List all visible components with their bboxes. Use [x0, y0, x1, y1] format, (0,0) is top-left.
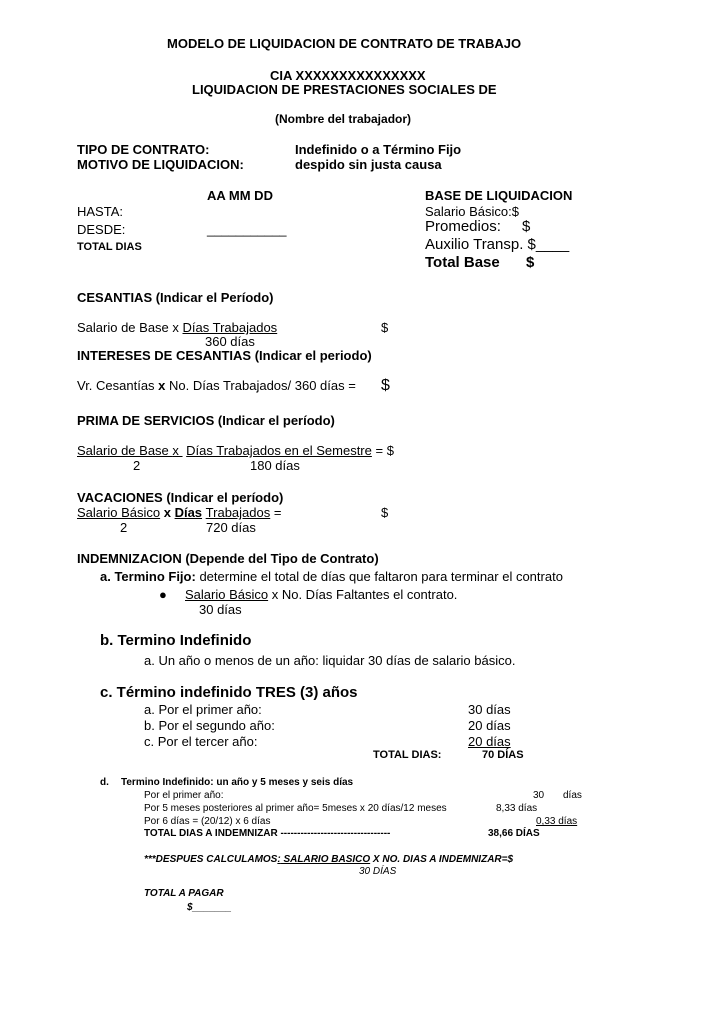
desde-label: DESDE: — [77, 222, 126, 237]
worker-name-placeholder: (Nombre del trabajador) — [275, 112, 412, 126]
vacaciones-dollar: $ — [381, 505, 389, 520]
contract-type-label: TIPO DE CONTRATO: — [77, 142, 210, 157]
indemnizacion-title: INDEMNIZACION (Depende del Tipo de Contrato) — [77, 551, 379, 566]
calc-part-2: : — [277, 854, 281, 865]
calc-part-3: SALARIO BASICO — [280, 854, 371, 865]
total-pagar-blank: $_______ — [187, 902, 232, 913]
d-row-2-label: Por 5 meses posteriores al primer año= 5meses x 20 días/12 meses — [144, 803, 447, 814]
indemnizacion-a — [100, 569, 563, 584]
calc-denominator: 30 DÍAS — [359, 866, 397, 877]
vacaciones-title: VACACIONES (Indicar el período) — [77, 490, 284, 505]
vacaciones-den2: 720 días — [206, 520, 256, 535]
indemnizacion-a-formula — [185, 587, 457, 602]
c-row-1-value: 30 días — [468, 702, 511, 717]
c-total-value: 70 DÍAS — [482, 749, 524, 761]
total-pagar-label: TOTAL A PAGAR — [144, 888, 224, 899]
vacaciones-x: x — [160, 505, 175, 520]
cesantias-prefix: Salario de Base x — [77, 320, 183, 335]
promedios-field: Promedios: — [425, 218, 501, 235]
d-row-1-value: 30 — [533, 790, 545, 801]
promedios-dollar: $ — [522, 218, 531, 235]
c-row-3-label: c. Por el tercer año: — [144, 734, 258, 749]
prima-title: PRIMA DE SERVICIOS (Indicar el período) — [77, 413, 335, 428]
total-base-dollar: $ — [526, 254, 535, 271]
c-row-2-value: 20 días — [468, 718, 511, 733]
c-row-2-label: b. Por el segundo año: — [144, 718, 275, 733]
d-total-label: TOTAL DIAS A INDEMNIZAR --------------------------------- — [144, 828, 391, 839]
vacaciones-den1: 2 — [120, 520, 128, 535]
bullet-icon: ● — [159, 587, 167, 602]
d-row-3-value: 0,33 días — [536, 816, 578, 827]
vacaciones-salario: Salario Básico — [77, 505, 161, 520]
c-row-1-label: a. Por el primer año: — [144, 702, 262, 717]
total-base-label: Total Base — [425, 254, 500, 271]
d-row-3-label: Por 6 días = (20/12) x 6 días — [144, 816, 271, 827]
base-liquidacion-title: BASE DE LIQUIDACION — [425, 188, 573, 203]
total-dias-label: TOTAL DIAS — [77, 241, 142, 253]
vacaciones-equals: = — [270, 505, 282, 520]
salario-basico-field: Salario Básico:$ — [425, 204, 519, 219]
vacaciones-trabajados: Trabajados — [205, 505, 271, 520]
vacaciones-dias: Días — [174, 505, 203, 520]
liquidation-reason-label: MOTIVO DE LIQUIDACION: — [77, 157, 244, 172]
cesantias-formula — [77, 320, 277, 335]
c-row-3-value: 20 días — [468, 734, 511, 749]
document-subtitle: LIQUIDACION DE PRESTACIONES SOCIALES DE — [192, 82, 497, 97]
intereses-formula — [77, 378, 356, 393]
document-title: MODELO DE LIQUIDACION DE CONTRATO DE TRABAJO — [167, 36, 522, 51]
intereses-title: INTERESES DE CESANTIAS (Indicar el periodo) — [77, 348, 372, 363]
d-label: d. — [100, 777, 109, 788]
intereses-dollar: $ — [381, 377, 390, 394]
vacaciones-formula — [77, 505, 281, 520]
prima-base: Salario de Base — [77, 443, 173, 458]
intereses-prefix: Vr. Cesantías — [77, 378, 159, 393]
indemnizacion-b-a: a. Un año o menos de un año: liquidar 30 días de salario básico. — [144, 653, 516, 668]
cesantias-denominator: 360 días — [205, 334, 255, 349]
contract-type-value: Indefinido o a Término Fijo — [295, 142, 462, 157]
indemnizacion-a-text: determine el total de días que faltaron para terminar el contrato — [199, 569, 563, 584]
indemnizacion-a-denominator: 30 días — [199, 602, 242, 617]
prima-dias: Días Trabajados en el Semestre — [186, 443, 372, 458]
calc-part-1: ***DESPUES CALCULAMOS — [144, 854, 278, 865]
company-name: CIA XXXXXXXXXXXXXXX — [270, 68, 426, 83]
hasta-label: HASTA: — [77, 204, 123, 219]
prima-x: x — [172, 443, 183, 458]
intereses-x: x — [158, 378, 166, 393]
indemnizacion-a-label: a. Termino Fijo: — [100, 569, 200, 584]
indemnizacion-b-label: b. Termino Indefinido — [100, 632, 252, 649]
c-total-label: TOTAL DIAS: — [373, 749, 442, 761]
indemnizacion-a-rest: x No. Días Faltantes el contrato. — [268, 587, 458, 602]
indemnizacion-a-salario: Salario Básico — [185, 587, 269, 602]
d-row-2-value: 8,33 días — [496, 803, 538, 814]
cesantias-numerator: Días Trabajados — [182, 320, 278, 335]
prima-formula — [77, 443, 394, 458]
prima-equals: = $ — [371, 443, 394, 458]
calc-part-4: X NO. DIAS A INDEMNIZAR=$ — [370, 854, 514, 865]
cesantias-title: CESANTIAS (Indicar el Período) — [77, 290, 274, 305]
d-title: Termino Indefinido: un año y 5 meses y seis días — [121, 777, 354, 788]
date-format-header: AA MM DD — [207, 188, 273, 203]
calculation-formula — [144, 852, 513, 867]
intereses-rest: No. Días Trabajados/ 360 días = — [165, 378, 356, 393]
prima-den2: 180 días — [250, 458, 300, 473]
auxilio-transporte-field: Auxilio Transp. $____ — [425, 236, 570, 253]
d-total-value: 38,66 DÍAS — [488, 828, 540, 839]
desde-blank: ___________ — [207, 222, 287, 237]
cesantias-dollar: $ — [381, 320, 389, 335]
prima-den1: 2 — [133, 458, 141, 473]
d-row-1-label: Por el primer año: — [144, 790, 224, 801]
d-row-1-unit: días — [563, 790, 582, 801]
liquidation-reason-value: despido sin justa causa — [295, 157, 442, 172]
indemnizacion-c-label: c. Término indefinido TRES (3) años — [100, 684, 358, 701]
